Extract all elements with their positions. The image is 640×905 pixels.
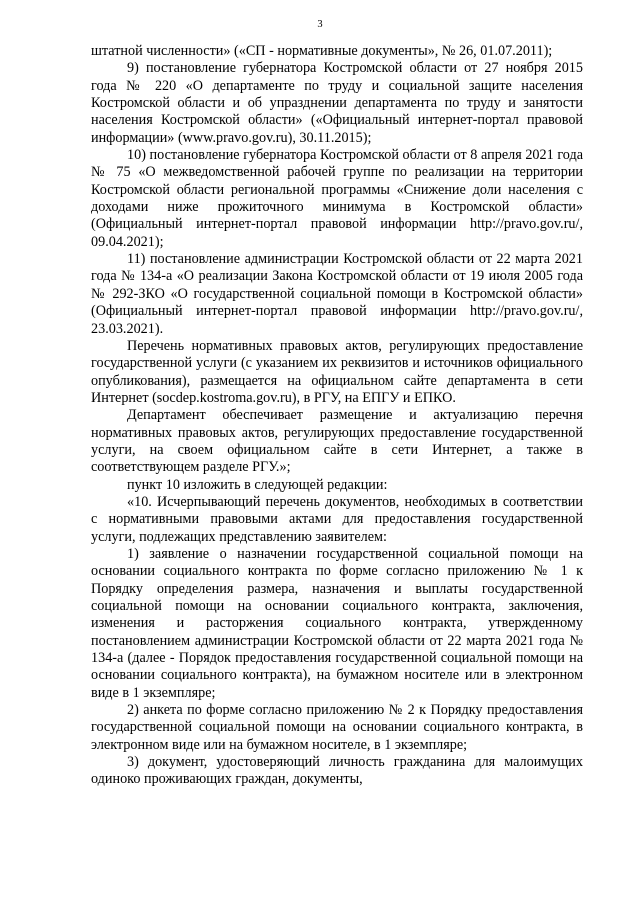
paragraph-department-duty: Департамент обеспечивает размещение и актуализацию перечня нормативных правовых актов, регулирующих предоставление государственной услуги, на своем официальном сайте в сети Интернет, а также в соответствующем разделе РГУ.»; bbox=[91, 407, 583, 476]
list-item-11: 11) постановление администрации Костромской области от 22 марта 2021 года № 134-а «О реализации Закона Костромской области от 19 июля 2005 года № 292-ЗКО «О государственной социальной помощи в Костромской области» (Официальный интернет-портал правовой информации http://pravo.gov.ru/, 23.03.2021). bbox=[91, 251, 583, 337]
paragraph-point-10: «10. Исчерпывающий перечень документов, необходимых в соответствии с нормативными правовыми актами для предоставления государственной услуги, подлежащих представлению заявителем: bbox=[91, 493, 583, 545]
paragraph-list-publication: Перечень нормативных правовых актов, регулирующих предоставление государственной услуги (с указанием их реквизитов и источников официального опубликования), размещается на официальном сайте департамента в сети Интернет (socdep.kostroma.gov.ru), в РГУ, на ЕПГУ и ЕПКО. bbox=[91, 337, 583, 406]
paragraph-point-10-intro: пункт 10 изложить в следующей редакции: bbox=[127, 476, 388, 493]
list-item-9: 9) постановление губернатора Костромской области от 27 ноября 2015 года № 220 «О департаменте по труду и социальной защите населения Костромской области и об упразднении департамента по труду и занятости населения Костромской области» («Официальный интернет-портал правовой информации» (www.pravo.gov.ru), 30.11.2015); bbox=[91, 60, 583, 146]
doc-item-2: 2) анкета по форме согласно приложению № 2 к Порядку предоставления государственной социальной помощи на основании социального контракта, в электронном виде или на бумажном носителе, в 1 экземпляре; bbox=[91, 702, 583, 753]
list-item-10: 10) постановление губернатора Костромской области от 8 апреля 2021 года № 75 «О межведомственной рабочей группе по реализации на территории Костромской области региональной программы «Снижение доли населения с доходами ниже прожиточного минимума в Костромской области» (Официальный интернет-портал правовой информации http://pravo.gov.ru/, 09.04.2021); bbox=[91, 147, 583, 250]
page-number: 3 bbox=[317, 19, 323, 30]
document-body bbox=[91, 43, 583, 789]
doc-item-3: 3) документ, удостоверяющий личность гражданина для малоимущих одиноко проживающих граждан, документы, bbox=[91, 754, 583, 788]
doc-item-1: 1) заявление о назначении государственной социальной помощи на основании социального контракта по форме согласно приложению № 1 к Порядку определения размера, назначения и выплаты государственной социальной помощи на основании социального контракта, заключения, изменения и расторжения социального контракта, утвержденному постановлением администрации Костромской области от 22 марта 2021 года № 134-а (далее - Порядок предоставления государственной социальной помощи на основании социального контракта), на бумажном носителе или в электронном виде в 1 экземпляре; bbox=[91, 545, 583, 701]
paragraph-continuation: штатной численности» («СП - нормативные документы», № 26, 01.07.2011); bbox=[91, 43, 553, 59]
